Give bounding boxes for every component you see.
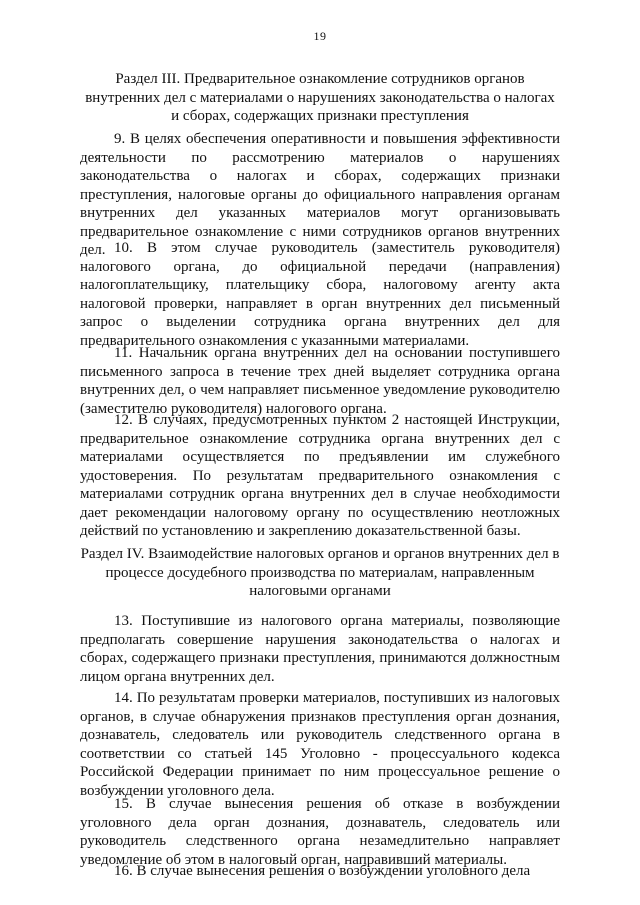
section-3-heading: Раздел III. Предварительное ознакомление сотрудников органов внутренних дел с материалами о нарушениях законодательства о налогах и сборах, содержащих признаки преступления: [85, 71, 555, 124]
paragraph-12: 12. В случаях, предусмотренных пунктом 2 настоящей Инструкции, предварительное ознакомление сотрудника органа внутренних дел с материалами осуществляется по предъявлении им служебного удостоверения. По результатам предварительного ознакомления с материалами сотрудник органа внутренних дел в случае необходимости дает рекомендации налоговому органу по осуществлению неотложных действий по установлению и закреплению доказательственной базы.: [80, 412, 560, 539]
paragraph-13: 13. Поступившие из налогового органа материалы, позволяющие предполагать совершение нарушения законодательства о налогах и сборах, содержащего признаки преступления, принимаются должностным лицом органа внутренних дел.: [80, 613, 560, 685]
paragraph-15: 15. В случае вынесения решения об отказе в возбуждении уголовного дела орган дознания, дознаватель, следователь или руководитель следственного органа незамедлительно направляет уведомление об этом в налоговый орган, направивший материалы.: [80, 796, 560, 868]
paragraph-16: 16. В случае вынесения решения о возбуждении уголовного дела: [114, 863, 531, 879]
paragraph-14: 14. По результатам проверки материалов, поступивших из налоговых органов, в случае обнаружения признаков преступления орган дознания, дознаватель, следователь или руководитель следственного органа в соответствии со статьей 145 Уголовно - процессуального кодекса Российской Федерации принимает по ним процессуальное решение о возбуждении уголовного дела.: [80, 690, 560, 799]
page-number: 19: [313, 29, 327, 43]
paragraph-11: 11. Начальник органа внутренних дел на основании поступившего письменного запроса в течение трех дней выделяет сотрудника органа внутренних дел, о чем направляет письменное уведомление руководителю (заместителю руководителя) налогового органа.: [80, 345, 560, 417]
section-4-heading: Раздел IV. Взаимодействие налоговых органов и органов внутренних дел в процессе досудебного производства по материалам, направленным налоговыми органами: [80, 546, 560, 599]
paragraph-10: 10. В этом случае руководитель (заместитель руководителя) налогового органа, до официальной передачи (направления) налогоплательщику, плательщику сбора, налоговому агенту акта налоговой проверки, направляет в орган внутренних дел письменный запрос о выделении сотрудника органа внутренних дел для предварительного ознакомления с указанными материалами.: [80, 240, 560, 349]
paragraph-9: 9. В целях обеспечения оперативности и повышения эффективности деятельности по рассмотрению материалов о нарушениях законодательства о налогах и сборах, содержащих признаки преступления, налоговые органы до официального направления органам внутренних дел указанных материалов могут организовывать предварительное ознакомление с ними сотрудников органов внутренних дел.: [80, 131, 560, 258]
